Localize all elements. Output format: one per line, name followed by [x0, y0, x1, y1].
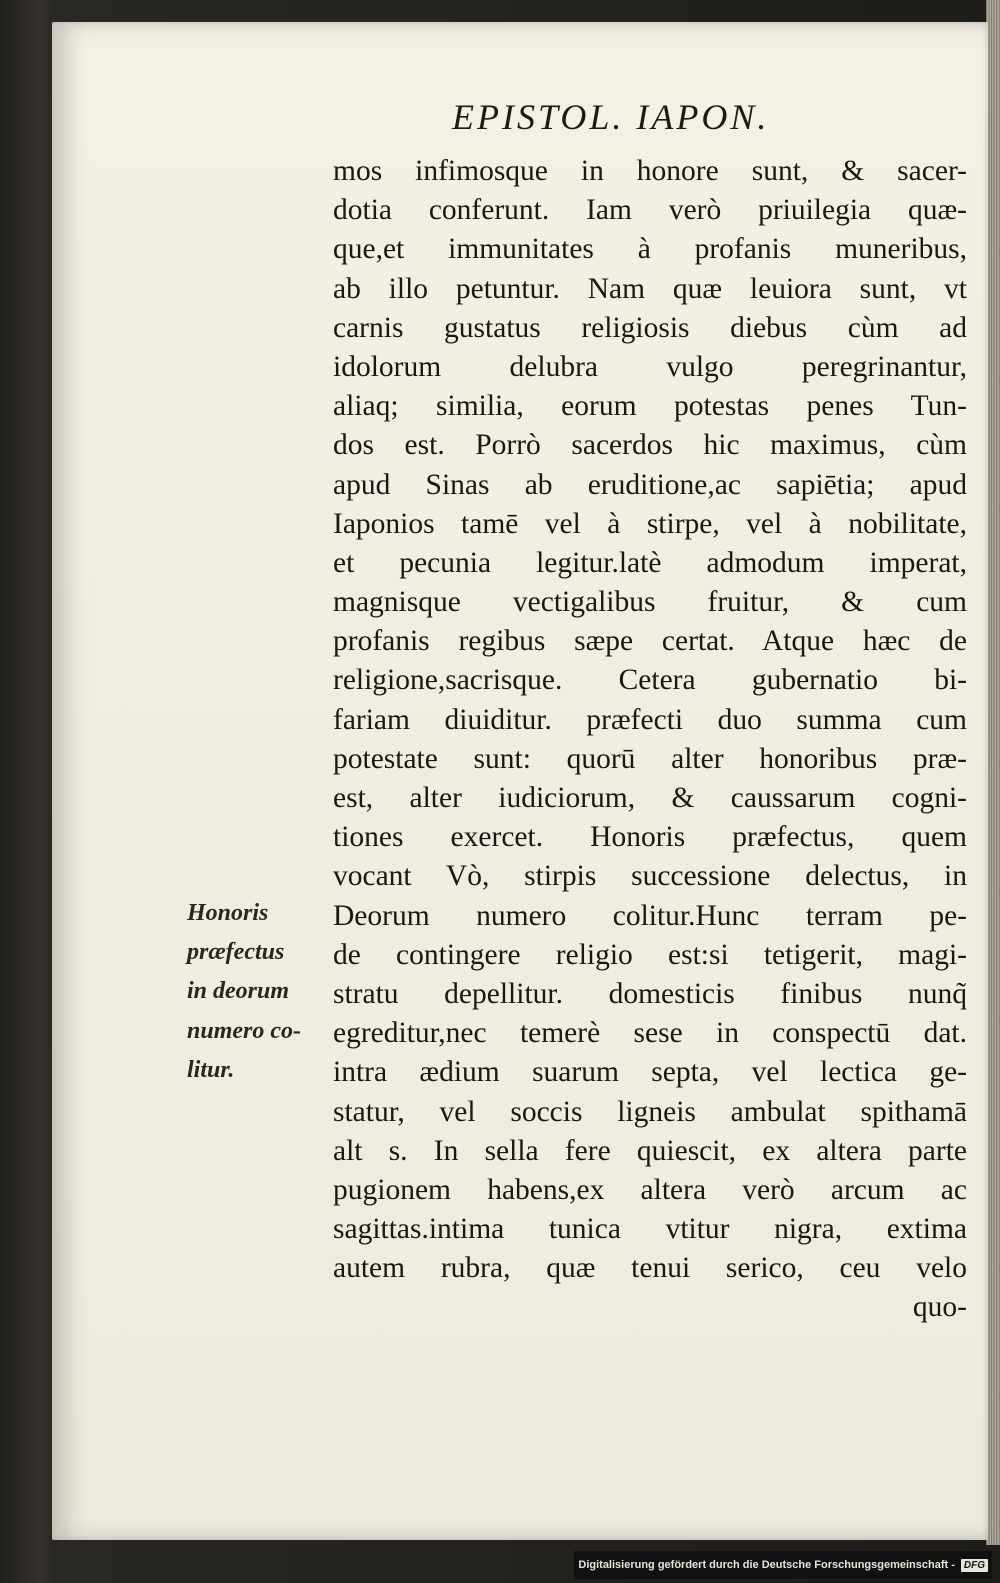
main-text-block	[333, 152, 967, 1328]
text-line: Deorum numero colitur.Hunc terram pe-	[333, 899, 967, 932]
text-line: autem rubra, quæ tenui serico, ceu velo	[333, 1252, 967, 1285]
text-line: statur, vel soccis ligneis ambulat spithamā	[333, 1095, 967, 1128]
marginal-note	[187, 894, 337, 1090]
text-line: que,et immunitates à profanis muneribus,	[333, 233, 967, 266]
text-line: mos infimosque in honore sunt, & sacer-	[333, 155, 967, 187]
text-line: et pecunia legitur.latè admodum imperat,	[333, 546, 967, 579]
footer-credit: Digitalisierung gefördert durch die Deutsche Forschungsgemeinschaft -	[578, 1559, 955, 1571]
text-line: intra ædium suarum septa, vel lectica ge-	[333, 1056, 967, 1089]
marginal-note-line: litur.	[187, 1056, 235, 1083]
text-line: dos est. Porrò sacerdos hic maximus, cùm	[333, 429, 967, 462]
text-line: aliaq; similia, eorum potestas penes Tun-	[333, 390, 967, 423]
text-line: sagittas.intima tunica vtitur nigra, extima	[333, 1213, 967, 1246]
dfg-logo-icon: DFG	[961, 1559, 988, 1572]
text-line: alt s. In sella fere quiescit, ex altera parte	[333, 1134, 967, 1167]
text-line: vocant Vò, stirpis successione delectus, in	[333, 860, 967, 893]
text-line: fariam diuiditur. præfecti duo summa cum	[333, 703, 967, 736]
text-line: tiones exercet. Honoris præfectus, quem	[333, 821, 967, 854]
text-line: carnis gustatus religiosis diebus cùm ad	[333, 311, 967, 344]
text-line: magnisque vectigalibus fruitur, & cum	[333, 586, 967, 619]
text-line: est, alter iudiciorum, & caussarum cogni-	[333, 782, 967, 814]
text-line: pugionem habens,ex altera verò arcum ac	[333, 1173, 967, 1206]
text-line: religione,sacrisque. Cetera gubernatio bi-	[333, 664, 967, 697]
marginal-note-line: Honoris	[187, 900, 269, 926]
text-line: stratu depellitur. domesticis finibus nunq̃	[333, 977, 967, 1010]
text-line: apud Sinas ab eruditione,ac sapiētia; apud	[333, 468, 967, 501]
running-head: EPISTOL. IAPON.	[452, 97, 770, 137]
text-line: dotia conferunt. Iam verò priuilegia quæ-	[333, 194, 967, 227]
marginal-note-line: in deorum	[187, 978, 290, 1005]
text-line: profanis regibus sæpe certat. Atque hæc de	[333, 625, 967, 658]
text-line: egreditur,nec temerè sese in conspectū dat.	[333, 1017, 967, 1050]
text-line: potestate sunt: quorū alter honoribus præ-	[333, 742, 967, 775]
text-line: ab illo petuntur. Nam quæ leuiora sunt, vt	[333, 272, 967, 305]
digitization-footer	[574, 1551, 992, 1579]
page-edge-stack	[986, 0, 1000, 1545]
text-line: idolorum delubra vulgo peregrinantur,	[333, 350, 967, 383]
text-line: Iaponios tamē vel à stirpe, vel à nobilitate,	[333, 507, 967, 540]
text-line: de contingere religio est:si tetigerit, magi-	[333, 938, 967, 971]
catchword: quo-	[912, 1291, 967, 1324]
marginal-note-line: numero co-	[187, 1017, 301, 1044]
marginal-note-line: præfectus	[187, 939, 285, 966]
